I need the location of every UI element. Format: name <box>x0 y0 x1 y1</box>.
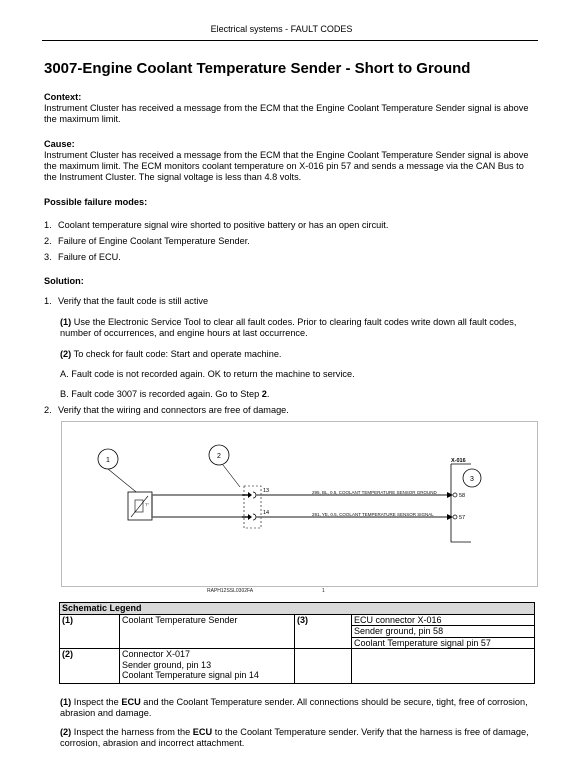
pin-58-label: 58 <box>459 493 466 499</box>
connector-x017 <box>244 486 261 528</box>
cause-section <box>44 139 538 183</box>
svg-text:T°: T° <box>145 502 150 507</box>
table-row <box>60 649 535 684</box>
figure-id: RAPH12SSL0302FA <box>207 588 254 594</box>
inspect-note-2: (2) Inspect the harness from the ECU to the Coolant Temperature sender. Verify that the harness is free of damage, corrosion, abrasion and incorrect attachment. <box>60 727 529 748</box>
context-section <box>44 92 538 125</box>
legend-desc-2: Connector X-017 Sender ground, pin 13 Coolant Temperature signal pin 14 <box>120 649 295 684</box>
context-heading: Context: <box>44 92 82 102</box>
solution-substep-2: (2) To check for fault code: Start and operate machine. <box>60 349 282 359</box>
schematic-legend-table <box>59 602 535 684</box>
solution-step-2: 2. Verify that the wiring and connectors are free of damage. <box>44 405 289 415</box>
solution-step-1: 1. Verify that the fault code is still active <box>44 296 209 306</box>
failure-mode-item: 2. Failure of Engine Coolant Temperature Sender. <box>44 236 250 246</box>
pin-14-label: 14 <box>263 510 270 516</box>
legend-label-2: (2) <box>62 649 73 659</box>
legend-desc-3: ECU connector X-016 Sender ground, pin 58 Coolant Temperature signal pin 57 <box>352 614 535 649</box>
step-2-link[interactable]: 2 <box>261 389 267 399</box>
figure-number: 1 <box>322 588 325 594</box>
solution-substep-1: (1) Use the Electronic Service Tool to clear all fault codes. Prior to clearing fault codes write down all fault codes, number of occurrences, and engine hours at last occurrence. <box>60 317 517 338</box>
solution-heading: Solution: <box>44 276 84 286</box>
pin-58-socket <box>453 493 457 497</box>
page-title: 3007-Engine Coolant Temperature Sender - Short to Ground <box>44 60 471 77</box>
legend-label-1: (1) <box>62 614 73 625</box>
context-text: Instrument Cluster has received a message from the ECM that the Engine Coolant Temperature Sender signal is above the maximum limit. <box>44 103 529 124</box>
coolant-temp-sender-symbol <box>128 492 152 520</box>
header-divider <box>42 40 538 41</box>
failure-mode-item: 1. Coolant temperature signal wire shorted to positive battery or has an open circuit. <box>44 220 389 230</box>
cause-text: Instrument Cluster has received a message from the ECM that the Engine Coolant Temperature Sender signal is above the maximum limit. The ECM monitors coolant temperature on X-016 pin 57 and sends a message via the CAN Bus to the Instrument Cluster. The signal voltage is less than 4.8 volts. <box>44 150 529 182</box>
legend-desc-1: Coolant Temperature Sender <box>120 614 295 649</box>
ground-wire-label: 295, BL, 0.5, COOLANT TEMPERATURE SENSOR GROUND <box>312 490 437 495</box>
pin-13-label: 13 <box>263 488 270 494</box>
legend-label-3: (3) <box>297 614 308 625</box>
table-row <box>60 614 535 649</box>
wiring-schematic <box>61 421 538 587</box>
inspect-note-1: (1) Inspect the ECU and the Coolant Temperature sender. All connections should be secure, tight, free of corrosion, abrasion and damage. <box>60 697 528 718</box>
solution-option-b: B. Fault code 3007 is recorded again. Go to Step 2. <box>60 389 270 399</box>
page-header: Electrical systems - FAULT CODES <box>210 24 353 34</box>
legend-title: Schematic Legend <box>60 603 535 615</box>
failure-modes-heading: Possible failure modes: <box>44 197 148 207</box>
pin-57-label: 57 <box>459 515 466 521</box>
callout-3-label: 3 <box>470 476 474 483</box>
callout-2-leader <box>223 465 240 487</box>
callout-1-label: 1 <box>106 457 110 464</box>
solution-option-a: A. Fault code is not recorded again. OK to return the machine to service. <box>60 369 355 379</box>
failure-mode-item: 3. Failure of ECU. <box>44 252 121 262</box>
pin-57-socket <box>453 515 457 519</box>
cause-heading: Cause: <box>44 139 75 149</box>
callout-2-label: 2 <box>217 453 221 460</box>
ecu-connector-label: X-016 <box>451 458 466 464</box>
signal-wire-label: 291, YE, 0.5, COOLANT TEMPERATURE SENSOR SIGNAL <box>312 512 434 517</box>
